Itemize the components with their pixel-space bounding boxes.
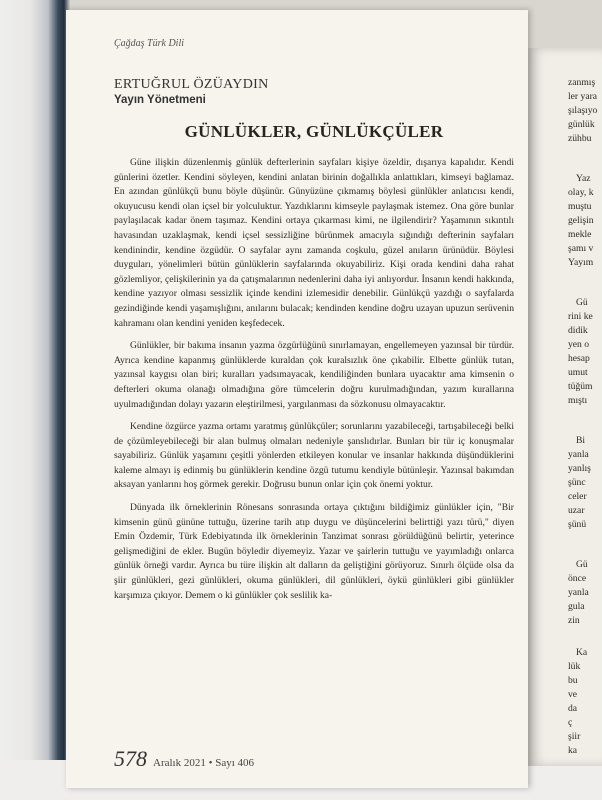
right-page-text-fragment: muştu [568,201,592,212]
right-page-text-fragment: olay, k [568,187,594,198]
right-page-text-fragment: ç [568,717,573,728]
right-page-text-fragment: Bi [576,435,586,446]
paragraph: Güne ilişkin düzenlenmiş günlük defterlerinin sayfaları kişiye özeldir, dışarıya kapalıdır. Kendi günlerini özetler. Kendini söyleyen, kendini anlatan birinin doğallıkla anlattıkları, kimseyi bağlamaz. En azından günlükçü bunu böyle düşünür. Günyüzüne çıkmamış böylesi günlükler anlatıcısı kendi, okuyucusu kendi olan içsel bir yolculuktur. Yazdıklarını kimseyle paylaşmak istemez. Ona göre bunlar paylaşılacak kadar önem taşımaz. Kendini ortaya çıkarması kimi, ne ilgilendirir? Yaşamının sıkıntılı havasından uzaklaşmak, kendi içsel sessizliğine bürünmek amacıyla sığındığı defterinin sayfaları kendinindir, kendine özgüdür. O sayfalar aynı zamanda coşkulu, güzel anıların ürünüdür. Böylesi duyguları, yönelimleri bütün günlüklerin sayfalarında okuyabiliriz. Kişi orada kendini daha rahat gözlemliyor, çelişkilerinin ya da çatışmalarının nedenlerini daha iyi anlıyordur. İnsanın kendi hakkında, kendine yazıyor olması sessizlik içinde kendini izlemesidir denebilir. Günlükçü yazdığı o sayfalarda gezindiğinde kendi yaşamışlığını, anılarını bulacak; kendinden kendine doğru uzayan upuzun serüvenin kahramanı olan kendini yeniden keşfedecek. [114,157,514,329]
right-page-text-fragment: celer [568,491,587,502]
right-page-text-fragment: Yayım [568,257,594,268]
article-title: GÜNLÜKLER, GÜNLÜKÇÜLER [184,122,444,141]
right-page-text-fragment: didik [568,325,588,336]
right-page-text-fragment: uzar [568,505,585,516]
page-number: 578 [114,746,147,771]
right-page-text-fragment: önce [568,573,587,584]
right-page-text-fragment: şiir [568,731,581,742]
left-page [66,10,528,788]
running-head: Çağdaş Türk Dili [114,38,185,49]
right-page-text-fragment: yen o [568,339,590,350]
right-page-text-fragment: Gü [576,559,588,570]
right-page-text-fragment: hesap [568,353,590,364]
book-spine-background [0,0,70,800]
right-page-text-fragment: ve [568,689,578,700]
right-page-text-fragment: şünc [568,477,586,488]
right-page-text-fragment: yanla [568,449,589,460]
right-page-text-fragment: bu [568,675,578,686]
right-page-text-fragment: mıştı [568,395,588,406]
right-page-text-fragment: gula [568,601,585,612]
right-page-text-fragment: Ka [576,647,588,658]
right-page-text-fragment: zin [568,615,580,626]
paragraph: Kendine özgürce yazma ortamı yaratmış günlükçüler; sorunlarını yazabileceği, tartışabileceği belki de çözümleyebileceği bir alan bulmuş olmaları nedeniyle şanslıdırlar. Bunları bir tür iç konuşmalar sayabiliriz. Günlük yaşamını çeşitli yönlerden etkileyen konular ve insanlar hakkında düşündüklerini kaleme almayı iş edinmiş bu günlüklerin kendine özgü tutumu kendiyle bütünleşir. Yazınsal bakımdan aksayan yanlarını hoş görmek gerekir. Doğrusu bunun onlar için çok önemi yoktur. [114,421,514,491]
page-content [114,38,514,611]
author-role: Yayın Yönetmeni [114,94,206,106]
right-page-text-fragment: Gü [576,297,588,308]
right-page-text-fragment: yanlış [568,463,591,474]
right-page [528,48,602,766]
page-footer [114,746,254,772]
right-page-text-fragment: yanla [568,587,589,598]
right-page-text-fragment: ka [568,745,578,756]
right-page-text-fragment: günlük [568,119,595,130]
right-page-text-fragment: tüğüm [568,381,593,392]
right-page-text-fragment: şünü [568,519,587,530]
issue-info: Aralık 2021 • Sayı 406 [153,757,255,769]
right-page-text-fragment: şamı v [568,243,594,254]
right-page-text-fragment: zühbu [568,133,592,144]
right-page-text-fragment: Yaz [576,173,591,184]
right-page-text-fragment: lük [568,661,581,672]
right-page-text-fragment: umut [568,367,588,378]
right-page-text-fragment: şılaşıyo [568,105,598,116]
paragraph: Dünyada ilk örneklerinin Rönesans sonrasında ortaya çıktığını bildiğimiz günlükler için, "Bir kimsenin günü gününe tuttuğu, üzerine tarih atıp duygu ve düşüncelerini belirttiği yazı türü," diyen Emin Özdemir, Türk Edebiyatında ilk örneklerinin Tanzimat sonrası görüldüğünü belirtir, yeterince gelişmediğini de ekler. Bugün böyledir diyemeyiz. Yazar ve şairlerin tuttuğu ve yayımladığı onlarca günlük örneği vardır. Ayrıca bu türe ilişkin alt dalların da geliştiğini görüyoruz. Sınırlı ölçüde olsa da şiir günlükleri, gezi günlükleri, okuma günlükleri, dil günlükleri, öykü günlükleri gibi günlükler karşımıza çıkıyor. Demem o ki günlükler çok seslilik ka- [114,502,514,601]
right-page-text-fragment: rini ke [568,311,593,322]
right-page-text-fragment: da [568,703,578,714]
right-page-text-fragment: mekle [568,229,592,240]
article-body [114,156,514,603]
paragraph: Günlükler, bir bakıma insanın yazma özgürlüğünü sınırlamayan, engellemeyen yazınsal bir türdür. Ayrıca kendine kapanmış günlüklerde kuraldan çok kuralsızlık öne çıkabilir. Elbette günlük tutan, yazınsal kaygısı olan biri; kuralları yadsımayacak, kendiliğinden bunlara uyacaktır ama kimsenin o defterleri okuma olanağı olmadığına göre tümcelerin doğru kurulmadığından, yazım kurallarına uyulmadığından dolayı yazarın eleştirilmesi, yargılanması da sözkonusu olmayacaktır. [114,340,514,410]
right-page-text-fragment: gelişin [568,215,594,226]
author-name: ERTUĞRUL ÖZÜAYDIN [114,77,269,92]
right-page-text-fragment: zanmış [568,77,596,88]
right-page-text-fragment: ler yara [568,91,598,102]
